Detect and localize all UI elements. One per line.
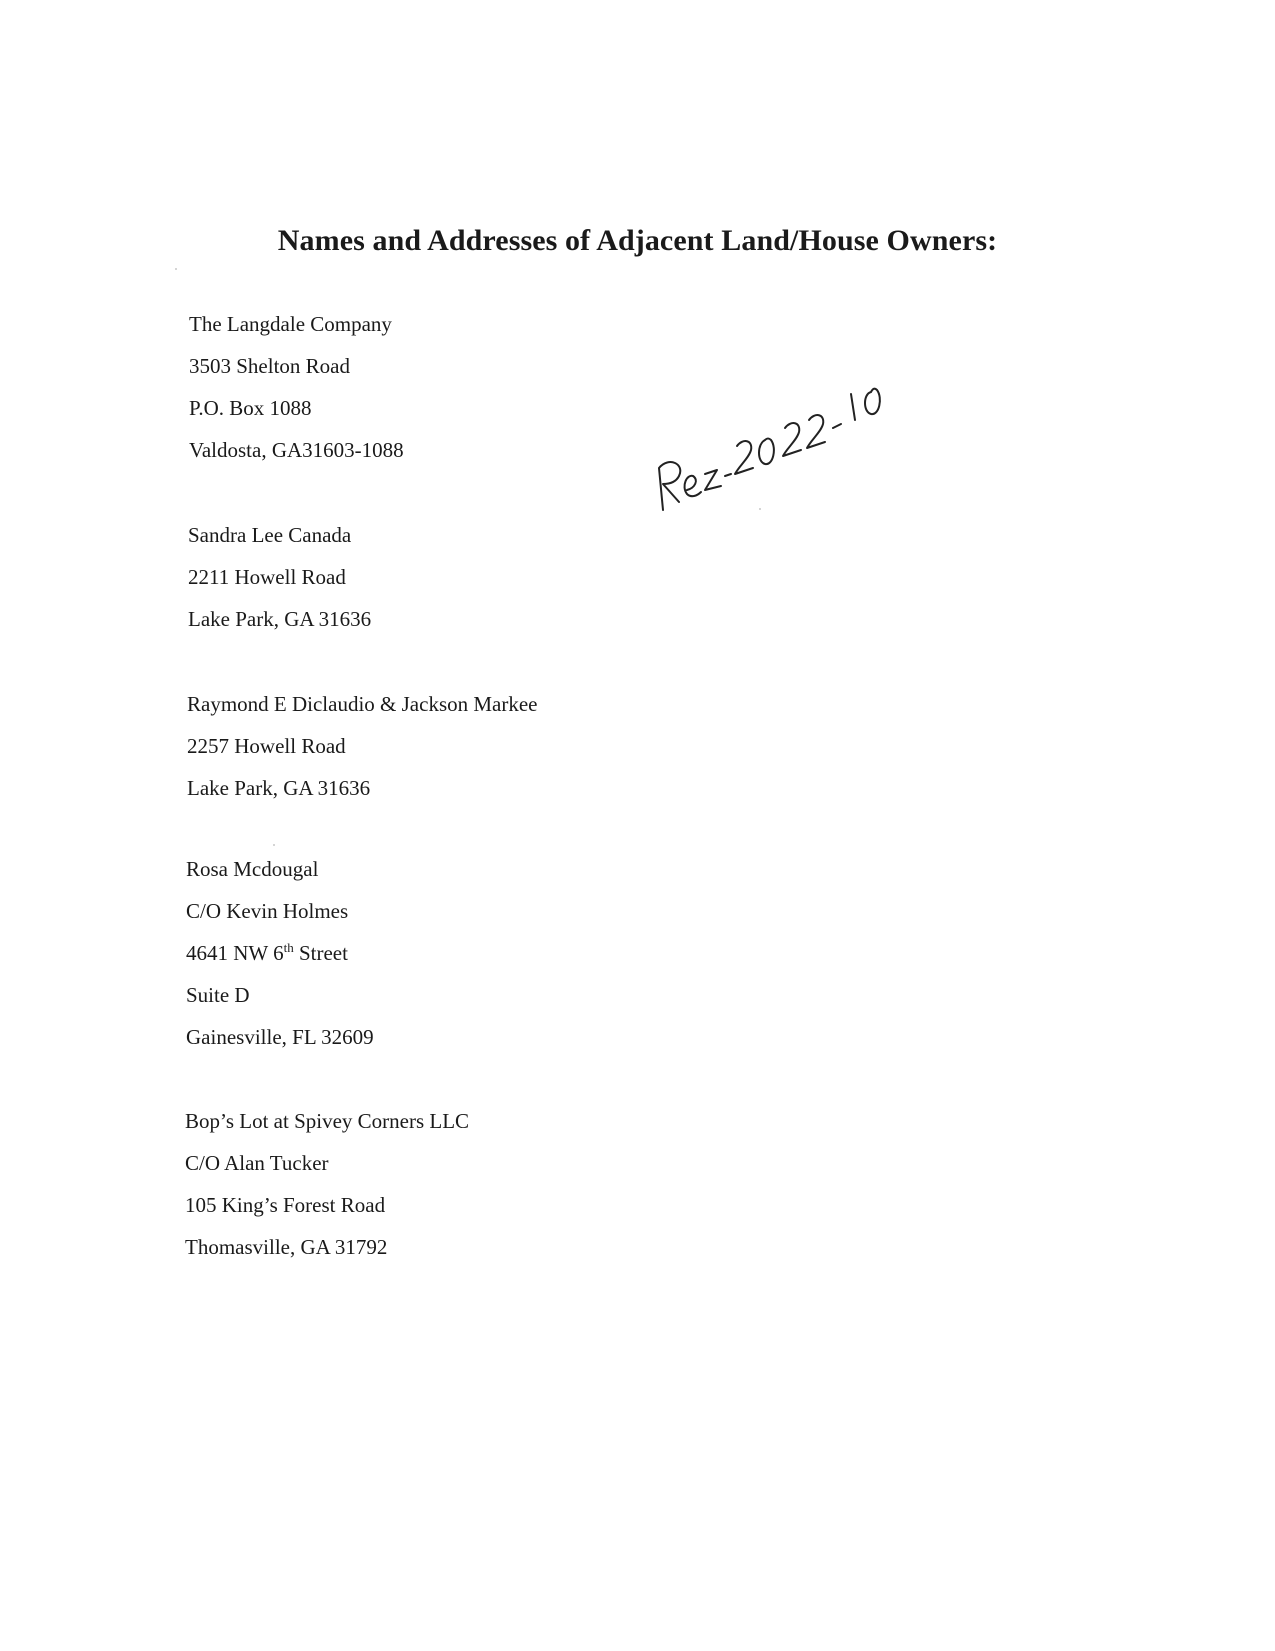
street-address: 2211 Howell Road — [188, 565, 346, 589]
street-address: 105 King’s Forest Road — [185, 1193, 386, 1217]
care-of-line: C/O Alan Tucker — [185, 1151, 329, 1175]
city-state-zip: Gainesville, FL 32609 — [186, 1025, 374, 1049]
scan-speck — [175, 268, 177, 270]
owner-name: Raymond E Diclaudio & Jackson Markee — [187, 692, 538, 716]
owner-entry-mcdougal — [186, 848, 374, 1058]
owner-name: Sandra Lee Canada — [188, 523, 352, 547]
care-of-line: C/O Kevin Holmes — [186, 899, 349, 923]
handwritten-case-number — [655, 370, 915, 530]
city-state-zip: Valdosta, GA31603-1088 — [189, 438, 404, 462]
city-state-zip: Thomasville, GA 31792 — [185, 1235, 388, 1259]
street-type: Street — [293, 941, 348, 965]
owner-entry-diclaudio — [187, 683, 538, 809]
suite-line: Suite D — [186, 983, 250, 1007]
owner-name: Bop’s Lot at Spivey Corners LLC — [185, 1109, 470, 1133]
owner-name: The Langdale Company — [189, 312, 392, 336]
street-address: 3503 Shelton Road — [189, 354, 350, 378]
street-address — [186, 932, 374, 974]
city-state-zip: Lake Park, GA 31636 — [187, 776, 371, 800]
city-state-zip: Lake Park, GA 31636 — [188, 607, 372, 631]
page-title: Names and Addresses of Adjacent Land/House Owners: — [277, 224, 998, 257]
street-ordinal-suffix: th — [283, 940, 294, 955]
scan-speck — [759, 508, 761, 510]
owner-entry-canada — [188, 514, 371, 640]
owner-entry-langdale — [189, 303, 404, 471]
po-box: P.O. Box 1088 — [189, 396, 312, 420]
owner-entry-bops-lot — [185, 1100, 469, 1268]
owner-name: Rosa Mcdougal — [186, 857, 319, 881]
scan-speck — [273, 844, 275, 846]
street-address: 2257 Howell Road — [187, 734, 346, 758]
street-number: 4641 NW 6 — [186, 941, 284, 965]
